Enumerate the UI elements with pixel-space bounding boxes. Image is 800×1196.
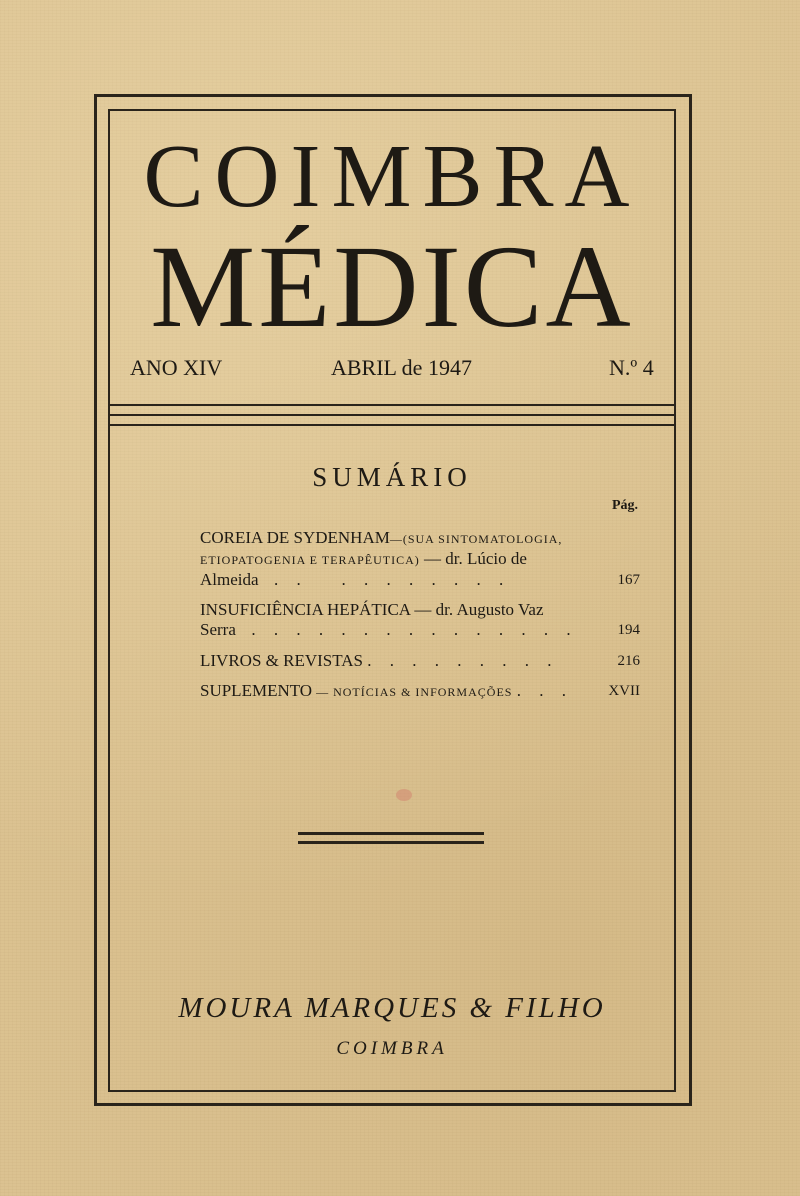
leader-dots: . . . . . . . . .: [367, 651, 559, 670]
toc-entry-author: Almeida: [200, 570, 259, 589]
toc-entry-author: — dr. Lúcio de: [419, 549, 527, 568]
masthead-rule-top: [110, 404, 674, 406]
toc-entry-line: [200, 620, 640, 640]
toc-entry-title: LIVROS & REVISTAS: [200, 651, 363, 670]
toc-entry-author: Serra: [200, 620, 236, 639]
masthead-rule-middle: [110, 414, 674, 416]
leader-dots: . . . . . . . . . . . . . . .: [240, 620, 578, 639]
contents-heading: SUMÁRIO: [312, 462, 472, 492]
toc-entry-insuficiencia: [200, 600, 640, 640]
publisher-name: MOURA MARQUES & FILHO: [178, 992, 606, 1024]
toc-entry-subtitle: — NOTÍCIAS & INFORMAÇÕES: [312, 685, 513, 699]
toc-entry-line: [200, 681, 640, 702]
toc-entry-line: [200, 600, 640, 620]
issue-number: N.º 4: [609, 355, 654, 380]
toc-entry-author: — dr. Augusto Vaz: [410, 600, 544, 619]
masthead-rule-bottom: [110, 424, 674, 426]
toc-entry-line: [200, 549, 640, 570]
toc-entry-coreia: [200, 528, 640, 590]
publisher-city: COIMBRA: [336, 1038, 448, 1059]
toc-entry-page: XVII: [608, 683, 640, 699]
toc-entry-page: 216: [617, 653, 640, 669]
toc-entry-line: [200, 570, 640, 590]
toc-entry-title: INSUFICIÊNCIA HEPÁTICA: [200, 600, 411, 619]
ornament-rule-bottom: [298, 841, 484, 844]
journal-title-line2: MÉDICA: [150, 221, 634, 352]
toc-entry-livros: [200, 651, 640, 671]
toc-entry-subtitle: ETIOPATOGENIA E TERAPÊUTICA): [200, 553, 420, 567]
leader-dots: . . .: [516, 681, 573, 700]
toc-entry-line: [200, 528, 640, 549]
toc-entry-title: SUPLEMENTO: [200, 681, 313, 700]
issue-date: ABRIL de 1947: [331, 355, 472, 380]
toc-entry-suplemento: [200, 681, 640, 702]
journal-title-line1: COIMBRA: [143, 127, 641, 226]
toc-entry-title: COREIA DE SYDENHAM: [200, 528, 390, 547]
toc-entry-line: [200, 651, 640, 671]
volume-year: ANO XIV: [130, 355, 223, 380]
toc-entry-subtitle: —(SUA SINTOMATOLOGIA,: [389, 532, 563, 546]
toc-entry-page: 167: [617, 572, 640, 588]
toc-entry-page: 194: [617, 622, 640, 638]
ornament-rule-top: [298, 832, 484, 835]
leader-dots: . . . . . . . . . .: [262, 570, 511, 589]
page-column-label: Pág.: [612, 498, 639, 513]
paper-stain: [396, 789, 412, 801]
